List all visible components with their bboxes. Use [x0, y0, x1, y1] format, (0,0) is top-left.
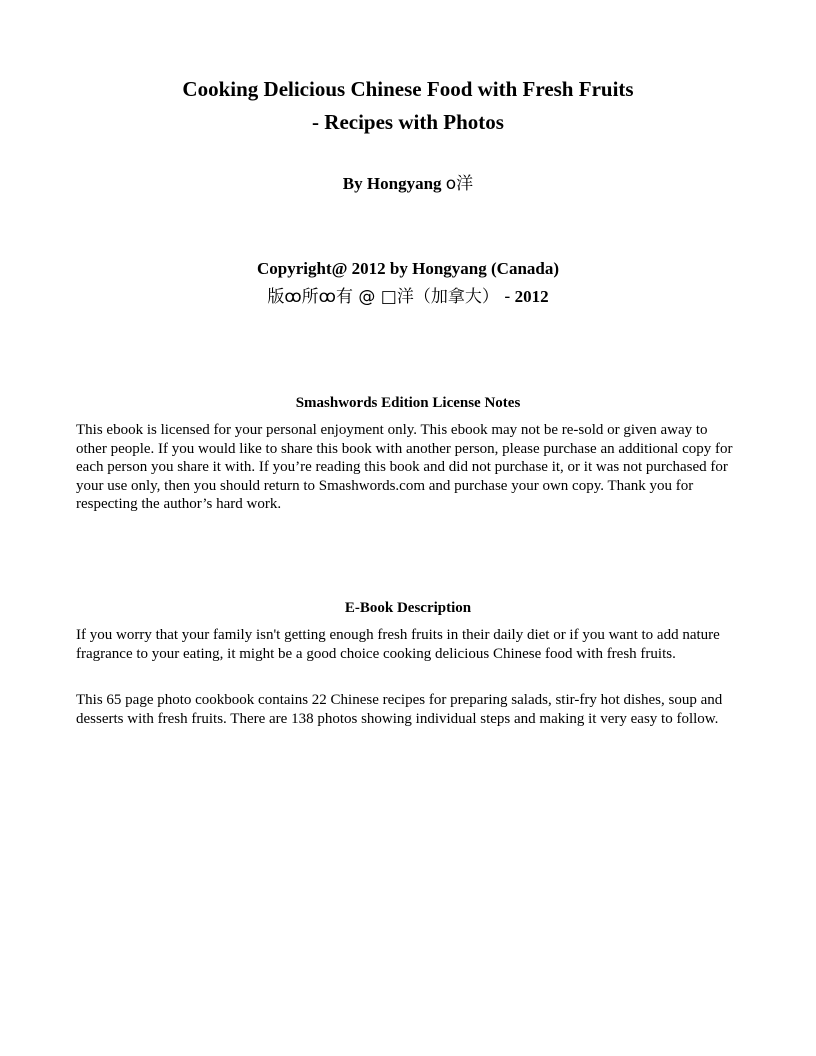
description-paragraph-1: If you worry that your family isn't getting enough fresh fruits in their daily diet or if you want to add nature fragrance to your eating, it might be a good choice cooking delicious Chinese food with fresh fruits.	[76, 627, 720, 662]
license-heading: Smashwords Edition License Notes	[295, 395, 521, 411]
title-line-2: - Recipes with Photos	[312, 110, 504, 134]
title-line-1: Cooking Delicious Chinese Food with Fresh Fruits	[182, 77, 634, 101]
author-name: By Hongyang	[342, 174, 446, 193]
book-title	[0, 73, 816, 139]
author-line	[0, 169, 816, 194]
copyright-chinese-text: 版ꝏ所ꝏ有 @ □洋（加拿大） -	[267, 287, 511, 307]
description-paragraph-2: This 65 page photo cookbook contains 22 Chinese recipes for preparing salads, stir-fry hot dishes, soup and desserts with fresh fruits. There are 138 photos showing individual steps and making it very easy to follow.	[76, 692, 723, 727]
copyright-chinese-line	[0, 283, 816, 311]
description-heading: E-Book Description	[344, 600, 472, 616]
author-chinese-name: o洋	[445, 174, 474, 194]
copyright-year: 2012	[510, 287, 549, 306]
copyright-block	[0, 255, 816, 311]
license-text: This ebook is licensed for your personal enjoyment only. This ebook may not be re-sold or given away to other people. If you would like to share this book with another person, please purchase an additional copy for each person you share it with. If you’re reading this book and did not purchase it, or it was not purchased for your use only, then you should return to Smashwords.com and purchase your own copy. Thank you for respecting the author’s hard work.	[76, 422, 733, 512]
copyright-line: Copyright@ 2012 by Hongyang (Canada)	[256, 259, 560, 278]
